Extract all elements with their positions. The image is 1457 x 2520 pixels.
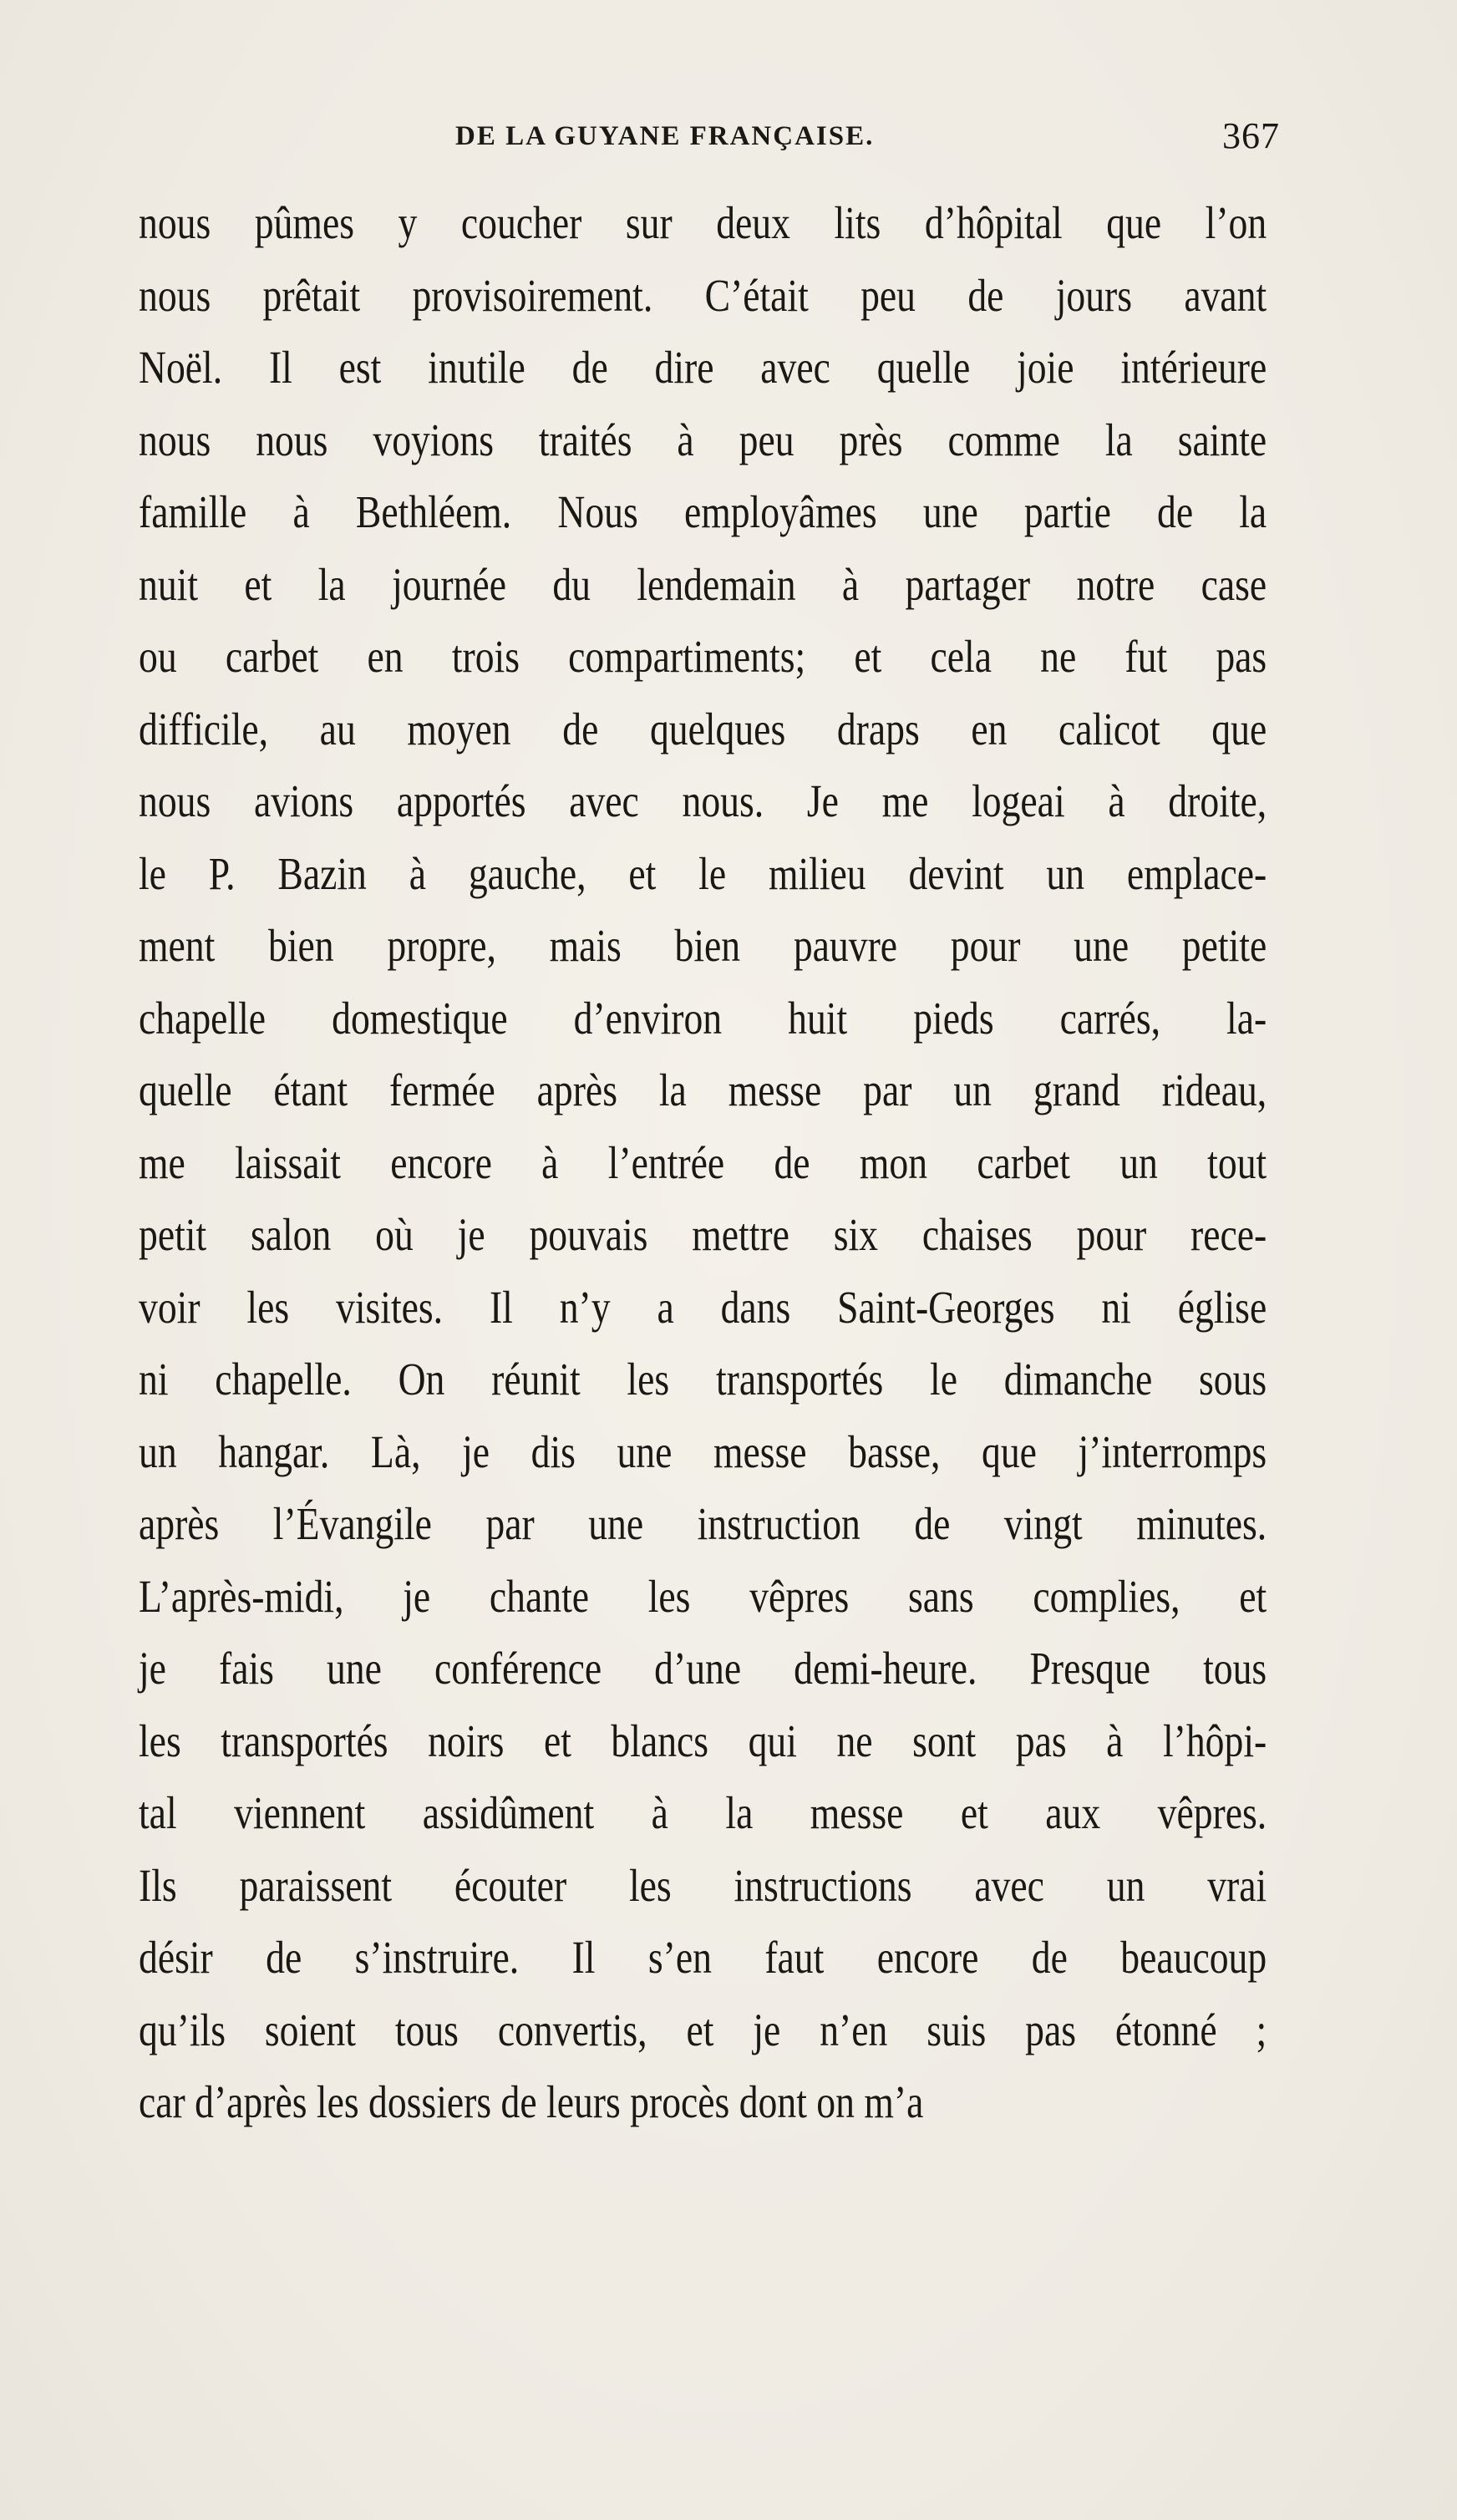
- running-title: DE LA GUYANE FRANÇAISE.: [455, 121, 875, 151]
- text-line: quelle étant fermée après la messe par un grand rideau,: [139, 1064, 1267, 1115]
- text-line: les transportés noirs et blancs qui ne sont pas à l’hôpi-: [139, 1715, 1267, 1766]
- text-line: chapelle domestique d’environ huit pieds carrés, la-: [139, 992, 1267, 1044]
- text-line: nous pûmes y coucher sur deux lits d’hôpital que l’on: [139, 197, 1267, 248]
- text-line: car d’après les dossiers de leurs procès dont on m’a: [139, 2076, 924, 2127]
- text-line: Noël. Il est inutile de dire avec quelle joie intérieure: [139, 342, 1267, 393]
- text-line: qu’ils soient tous convertis, et je n’en suis pas étonné ;: [139, 2004, 1267, 2055]
- text-line: tal viennent assidûment à la messe et aux vêpres.: [139, 1787, 1267, 1838]
- text-line: ni chapelle. On réunit les transportés le dimanche sous: [139, 1354, 1267, 1405]
- text-line: nuit et la journée du lendemain à partager notre case: [139, 558, 1267, 610]
- text-line: Ils paraissent écouter les instructions avec un vrai: [139, 1859, 1267, 1911]
- text-line: voir les visites. Il n’y a dans Saint-Georges ni église: [139, 1281, 1267, 1333]
- text-line: nous avions apportés avec nous. Je me logeai à droite,: [139, 775, 1267, 826]
- page-number: 367: [1222, 115, 1280, 156]
- running-head: [134, 115, 1280, 157]
- text-line: ou carbet en trois compartiments; et cela ne fut pas: [139, 631, 1267, 682]
- text-line: nous prêtait provisoirement. C’était peu de jours avant: [139, 269, 1267, 321]
- text-line: difficile, au moyen de quelques draps en calicot que: [139, 703, 1267, 754]
- body-text: [139, 187, 1267, 2139]
- text-line: un hangar. Là, je dis une messe basse, que j’interromps: [139, 1425, 1267, 1477]
- text-line: famille à Bethléem. Nous employâmes une partie de la: [139, 486, 1267, 537]
- text-line: L’après-midi, je chante les vêpres sans complies, et: [139, 1570, 1267, 1622]
- text-line: me laissait encore à l’entrée de mon carbet un tout: [139, 1136, 1267, 1188]
- text-line: le P. Bazin à gauche, et le milieu devint un emplace-: [139, 847, 1267, 899]
- text-line: après l’Évangile par une instruction de vingt minutes.: [139, 1498, 1267, 1549]
- text-line: nous nous voyions traités à peu près comme la sainte: [139, 414, 1267, 465]
- text-line: ment bien propre, mais bien pauvre pour une petite: [139, 920, 1267, 971]
- text-line: petit salon où je pouvais mettre six chaises pour rece-: [139, 1209, 1267, 1260]
- text-line: désir de s’instruire. Il s’en faut encore de beaucoup: [139, 1932, 1267, 1983]
- text-line: je fais une conférence d’une demi-heure. Presque tous: [139, 1643, 1267, 1694]
